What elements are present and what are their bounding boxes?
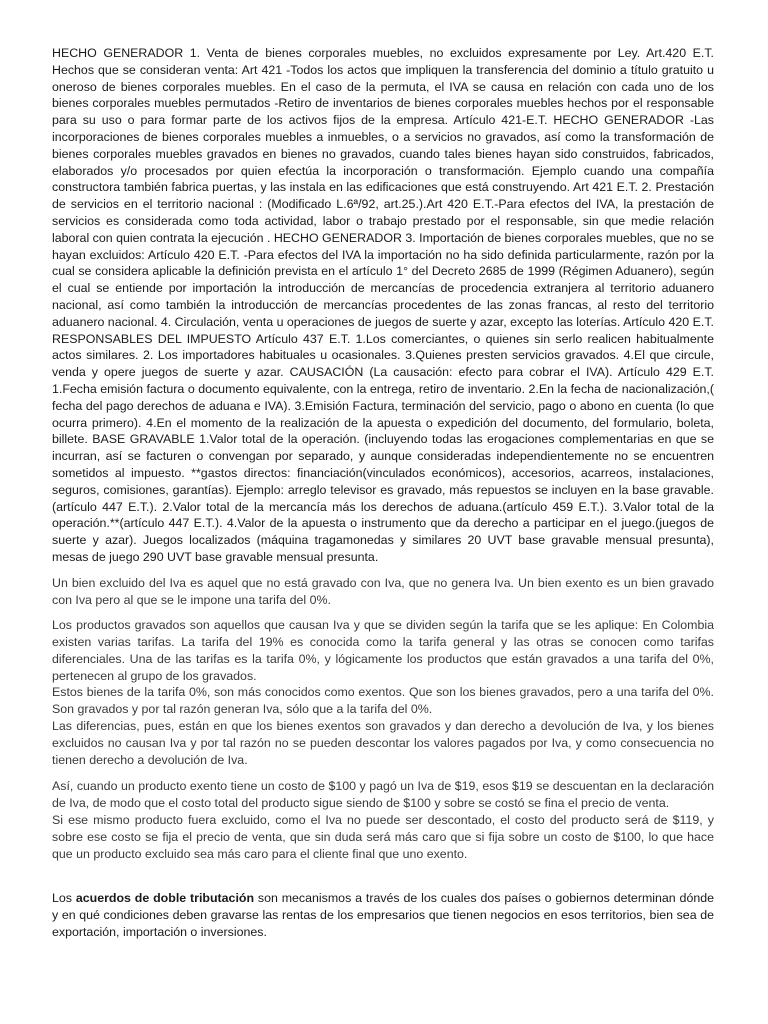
differences-paragraph: Las diferencias, pues, están en que los bienes exentos son gravados y dan derecho a devolución de Iva, y los bienes excluidos no causan Iva y por tal razón no se pueden descontar los valores pagados por Iva, y como consecuencia no tienen derecho a devolución de Iva. [52, 719, 714, 767]
double-taxation-term: acuerdos de doble tributación [75, 891, 255, 906]
exempt-cost-example-paragraph: Así, cuando un producto exento tiene un costo de $100 y pagó un Iva de $19, esos $19 se descuentan en la declaración de Iva, de modo que el costo total del producto sigue siendo de $100 y sobre se costó se fina el precio de venta. [52, 779, 714, 811]
taxed-products-section [52, 617, 714, 768]
zero-rate-paragraph: Estos bienes de la tarifa 0%, son más conocidos como exentos. Que son los bienes gravados, pero a una tarifa del 0%. Son gravados y por tal razón generan Iva, sólo que a la tarifa del 0%. [52, 685, 714, 717]
double-taxation-rest: son mecanismos a través de los cuales dos países o gobiernos determinan dónde y en qué condiciones deben gravarse las rentas de los empresarios que tienen negocios en esos territorios, bien sea de exportación, importación o inversiones. [52, 891, 715, 940]
document-page [52, 45, 714, 941]
excluded-exempt-definition-paragraph: Un bien excluido del Iva es aquel que no está gravado con Iva, que no genera Iva. Un bien exento es un bien gravado con Iva pero al que se le impone una tarifa del 0%. [52, 575, 714, 607]
double-taxation-paragraph [52, 890, 714, 940]
excluded-cost-example-paragraph: Si ese mismo producto fuera excluido, como el Iva no puede ser descontado, el costo del producto será de $119, y sobre ese costo se fija el precio de venta, que sin duda será más caro que si fija sobre un costo de $100, lo que hace que un producto excluido sea más caro para el cliente final que uno exento. [52, 813, 714, 861]
taxed-products-paragraph: Los productos gravados son aquellos que causan Iva y que se dividen según la tarifa que se les aplique: En Colombia existen varias tarifas. La tarifa del 19% es conocida como la tarifa general y las otras se conocen como tarifas diferenciales. Una de las tarifas es la tarifa 0%, y lógicamente los productos que están gravados a una tarifa del 0%, pertenecen al grupo de los gravados. [52, 618, 714, 683]
double-taxation-prefix: Los [52, 891, 76, 906]
cost-example-section [52, 778, 714, 862]
tax-concepts-paragraph: HECHO GENERADOR 1. Venta de bienes corporales muebles, no excluidos expresamente por Ley. Art.420 E.T. Hechos que se consideran venta: Art 421 -Todos los actos que impliquen la transferencia del dominio a título gratuito u oneroso de bienes corporales muebles. En el caso de la permuta, el IVA se causa en relación con cada uno de los bienes corporales muebles permutados -Retiro de inventarios de bienes corporales muebles hechos por el responsable para su uso o para formar parte de los activos fijos de la empresa. Artículo 421-E.T. HECHO GENERADOR -Las incorporaciones de bienes corporales muebles a inmuebles, o a servicios no gravados, así como la transformación de bienes corporales muebles gravados en bienes no gravados, cuando tales bienes hayan sido construidos, fabricados, elaborados y/o procesados por quien efectúa la incorporación o transformación. Ejemplo cuando una compañía constructora también fabrica puertas, y las instala en las edificaciones que está construyendo. Art 421 E.T. 2. Prestación de servicios en el territorio nacional : (Modificado L.6ª/92, art.25.).Art 420 E.T.-Para efectos del IVA, la prestación de servicios es considerada como toda actividad, labor o trabajo prestado por el responsable, sin que medie relación laboral con quien contrata la ejecución . HECHO GENERADOR 3. Importación de bienes corporales muebles, que no se hayan excluidos: Artículo 420 E.T. -Para efectos del IVA la importación no ha sido definida particularmente, razón por la cual se considera aplicable la definición prevista en el artículo 1° del Decreto 2685 de 1999 (Régimen Aduanero), según el cual se entiende por importación la introducción de mercancías de procedencia extranjera al territorio aduanero nacional, así como también la introducción de mercancías procedentes de las zonas francas, al resto del territorio aduanero nacional. 4. Circulación, venta u operaciones de juegos de suerte y azar, excepto las loterías. Artículo 420 E.T. RESPONSABLES DEL IMPUESTO Artículo 437 E.T. 1.Los comerciantes, o quienes sin serlo realicen habitualmente actos similares. 2. Los importadores habituales u ocasionales. 3.Quienes presten servicios gravados. 4.El que circule, venda y opere juegos de suerte y azar. CAUSACIÓN (La causación: efecto para cobrar el IVA). Artículo 429 E.T. 1.Fecha emisión factura o documento equivalente, con la entrega, retiro de inventario. 2.En la fecha de nacionalización,( fecha del pago derechos de aduana e IVA). 3.Emisión Factura, terminación del servicio, pago o abono en cuenta (lo que ocurra primero). 4.En el momento de la realización de la apuesta o expedición del documento, del formulario, boleta, billete. BASE GRAVABLE 1.Valor total de la operación. (incluyendo todas las erogaciones complementarias en que se incurran, así se facturen o convengan por separado, y aunque consideradas independientemente no se encuentren sometidos al impuesto. **gastos directos: financiación(vinculados económicos), accesorios, acarreos, instalaciones, seguros, comisiones, garantías). Ejemplo: arreglo televisor es gravado, más repuestos se incluyen en la base gravable. (artículo 447 E.T.). 2.Valor total de la mercancía más los derechos de aduana.(artículo 459 E.T.). 3.Valor total de la operación.**(artículo 447 E.T.). 4.Valor de la apuesta o instrumento que da derecho a participar en el juego.(juegos de suerte y azar). Juegos localizados (máquina tragamonedas y similares 20 UVT base gravable mensual presunta), mesas de juego 290 UVT base gravable mensual presunta. [52, 46, 714, 564]
